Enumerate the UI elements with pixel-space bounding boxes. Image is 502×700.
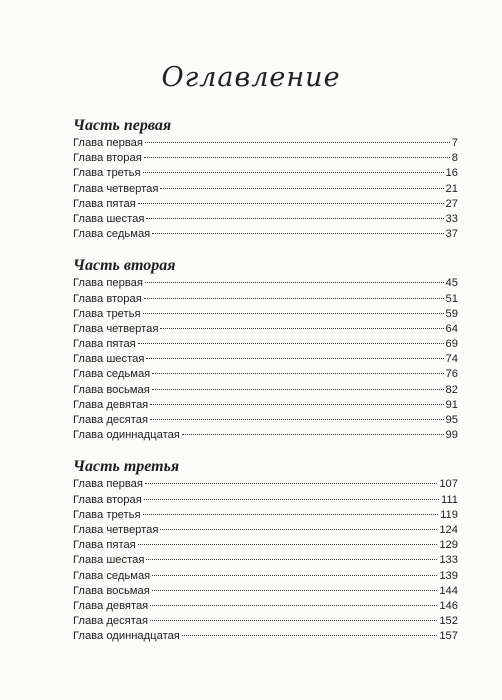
page-number: 99 [445,429,458,442]
page-title: Оглавление [161,62,341,93]
page-number: 119 [440,508,458,521]
dot-leader [138,203,444,204]
dot-leader [160,328,443,329]
dot-leader [150,605,437,606]
dot-leader [138,544,438,545]
part-heading: Часть первая [73,117,172,134]
toc-entry [73,508,458,523]
toc-entry [73,584,458,599]
dot-leader [160,188,443,189]
chapter-label: Глава первая [73,137,143,149]
chapter-label: Глава пятая [73,197,136,210]
dot-leader [144,157,450,158]
chapter-label: Глава четвертая [73,182,159,195]
chapter-label: Глава седьмая [73,368,151,381]
chapter-label: Глава десятая [73,615,149,628]
dot-leader [150,620,437,621]
toc-entry [73,538,458,553]
page-number: 45 [445,277,458,290]
toc-entry [73,307,458,322]
chapter-label: Глава третья [73,307,141,320]
dot-leader [144,499,439,500]
dot-leader [152,373,443,374]
dot-leader [145,483,437,484]
toc-entry [73,182,458,197]
page-number: 111 [440,493,458,506]
page-number: 37 [445,228,458,241]
toc-entry [73,477,458,492]
toc-entry [73,367,458,382]
page-number: 8 [451,152,458,165]
chapter-label: Глава седьмая [73,569,151,582]
toc-entry [73,493,458,508]
chapter-label: Глава третья [73,508,141,521]
chapter-label: Глава восьмая [73,383,150,396]
chapter-label: Глава десятая [73,414,149,426]
dot-leader [145,282,444,283]
dot-leader [143,514,439,515]
toc-entry [73,383,458,398]
chapter-label: Глава пятая [73,338,136,351]
toc-entry [73,428,458,443]
toc-part-section [73,256,458,443]
page-number: 74 [445,353,458,366]
toc-entry [73,629,458,644]
page-number: 27 [445,197,458,210]
page-number: 157 [439,630,458,643]
chapter-label: Глава шестая [73,554,145,567]
toc-entry [73,523,458,538]
page-number: 91 [445,398,458,411]
dot-leader [150,404,443,405]
toc-entry [73,413,458,428]
chapter-label: Глава четвертая [73,322,159,335]
chapter-label: Глава первая [73,277,143,290]
page-number: 144 [439,584,458,597]
dot-leader [160,529,437,530]
toc-entry [73,337,458,352]
part-heading: Часть третья [73,458,180,476]
toc-entry [73,166,458,181]
page-number: 95 [445,414,458,426]
dot-leader [152,233,443,234]
chapter-label: Глава восьмая [73,584,150,597]
dot-leader [146,218,443,219]
chapter-label: Глава шестая [73,212,145,225]
chapter-label: Глава четвертая [73,523,159,536]
toc-entry [73,136,458,151]
dot-leader [182,434,444,435]
page-number: 7 [451,137,458,149]
chapter-label: Глава пятая [73,539,136,552]
table-of-contents [73,116,458,644]
dot-leader [152,389,444,390]
page-number: 69 [445,338,458,351]
dot-leader [144,298,444,299]
page-number: 51 [445,292,458,305]
dot-leader [182,635,437,636]
chapter-label: Глава одиннадцатая [73,630,180,643]
page-number: 124 [439,523,458,536]
toc-entry [73,614,458,629]
toc-entry [73,398,458,413]
page-number: 146 [439,599,458,612]
dot-leader [143,172,444,173]
page-number: 129 [439,539,458,552]
toc-part-section [73,457,458,644]
page-number: 107 [439,478,458,491]
chapter-label: Глава вторая [73,152,142,165]
dot-leader [143,313,444,314]
dot-leader [152,575,437,576]
toc-entry [73,292,458,307]
toc-entry [73,151,458,166]
dot-leader [146,358,443,359]
page-number: 139 [439,569,458,582]
page-number: 59 [445,307,458,320]
page-number: 33 [445,212,458,225]
toc-entry [73,553,458,568]
toc-entry [73,322,458,337]
part-heading: Часть вторая [73,257,176,275]
dot-leader [145,142,450,143]
page-number: 16 [445,167,458,180]
page-number: 21 [445,182,458,195]
toc-entry [73,197,458,212]
chapter-label: Глава вторая [73,292,142,305]
chapter-label: Глава вторая [73,493,142,506]
chapter-label: Глава шестая [73,353,145,366]
chapter-label: Глава девятая [73,599,149,612]
dot-leader [138,343,444,344]
page-number: 76 [445,368,458,381]
toc-entry [73,599,458,614]
chapter-label: Глава седьмая [73,228,151,241]
page-number: 133 [439,554,458,567]
toc-entry [73,352,458,367]
chapter-label: Глава девятая [73,398,149,411]
page-number: 152 [439,615,458,628]
page-number: 82 [445,383,458,396]
dot-leader [146,559,437,560]
toc-entry [73,276,458,291]
toc-entry [73,212,458,227]
chapter-label: Глава первая [73,478,143,491]
chapter-label: Глава одиннадцатая [73,429,180,442]
dot-leader [150,419,444,420]
page-number: 64 [445,322,458,335]
chapter-label: Глава третья [73,167,141,180]
toc-entry [73,569,458,584]
toc-part-section [73,116,458,242]
dot-leader [152,590,438,591]
toc-entry [73,227,458,242]
